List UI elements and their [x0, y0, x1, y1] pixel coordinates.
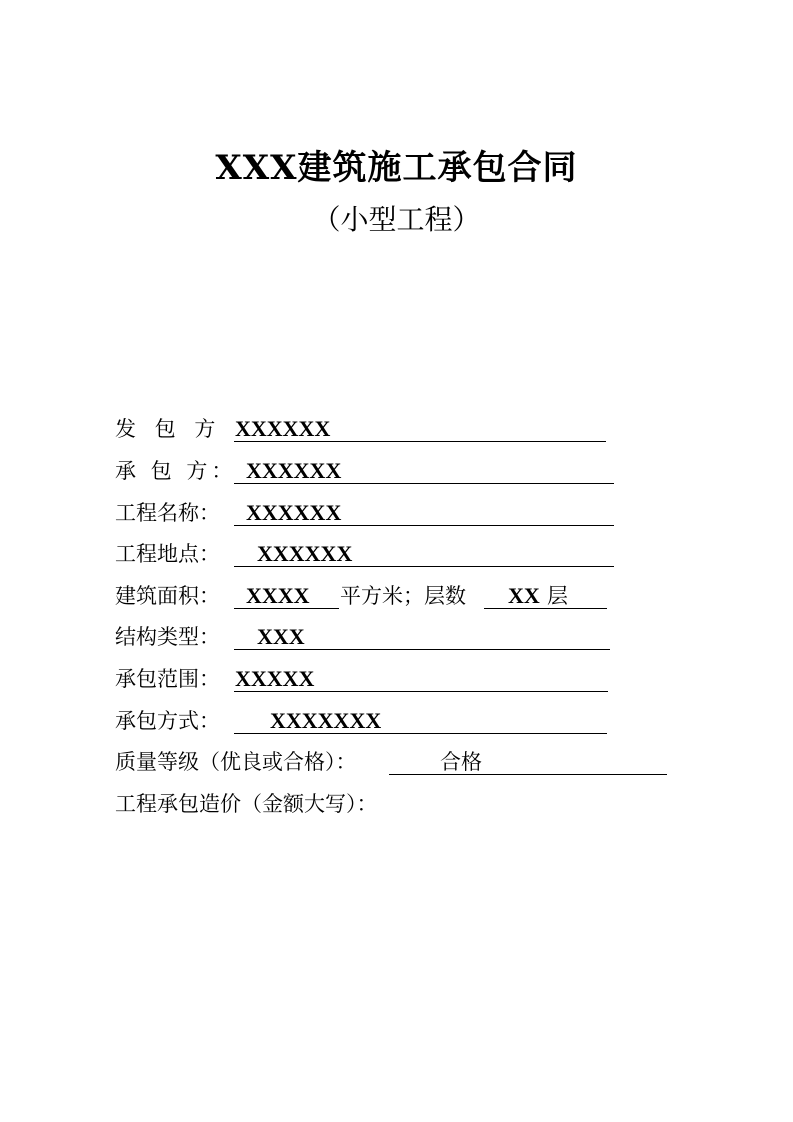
building-area-label: 建筑面积：: [115, 584, 220, 608]
quality-grade-value: 合格: [440, 750, 482, 774]
field-quality-grade: [115, 747, 675, 777]
field-project-site: [115, 539, 625, 569]
project-name-label: 工程名称：: [115, 501, 220, 525]
field-contractor: [115, 456, 625, 486]
contract-price-label: 工程承包造价（金额大写）：: [115, 792, 378, 816]
contract-scope-label: 承包范围：: [115, 667, 220, 691]
quality-grade-label: 质量等级（优良或合格）：: [115, 750, 357, 774]
employer-label: 发 包 方: [115, 417, 222, 441]
building-area-value: XXXX: [246, 583, 310, 608]
contract-mode-label: 承包方式：: [115, 709, 220, 733]
field-project-name: [115, 498, 625, 528]
employer-value: XXXXXX: [235, 416, 331, 441]
building-area-unit: 平方米；层数: [340, 584, 466, 608]
contract-subtitle: （小型工程）: [312, 203, 481, 236]
floors-unit: 层: [547, 584, 568, 608]
structure-type-value: XXX: [257, 624, 305, 649]
field-building-area: [115, 581, 615, 611]
floors-underline: [484, 581, 607, 609]
contract-scope-value: XXXXX: [235, 666, 315, 691]
field-contract-scope: [115, 664, 615, 694]
project-name-value: XXXXXX: [246, 500, 342, 525]
project-site-label: 工程地点：: [115, 542, 220, 566]
quality-grade-underline: [389, 747, 667, 775]
contractor-value: XXXXXX: [246, 458, 342, 483]
field-employer: [115, 414, 615, 444]
structure-type-label: 结构类型：: [115, 625, 220, 649]
project-site-value: XXXXXX: [257, 541, 353, 566]
field-contract-price: [115, 789, 515, 819]
floors-value: XX: [508, 583, 540, 608]
field-contract-mode: [115, 706, 615, 736]
contract-mode-value: XXXXXXX: [270, 708, 382, 733]
field-structure-type: [115, 622, 615, 652]
contract-title: XXX建筑施工承包合同: [215, 148, 578, 188]
contractor-label: 承 包 方：: [115, 459, 237, 483]
